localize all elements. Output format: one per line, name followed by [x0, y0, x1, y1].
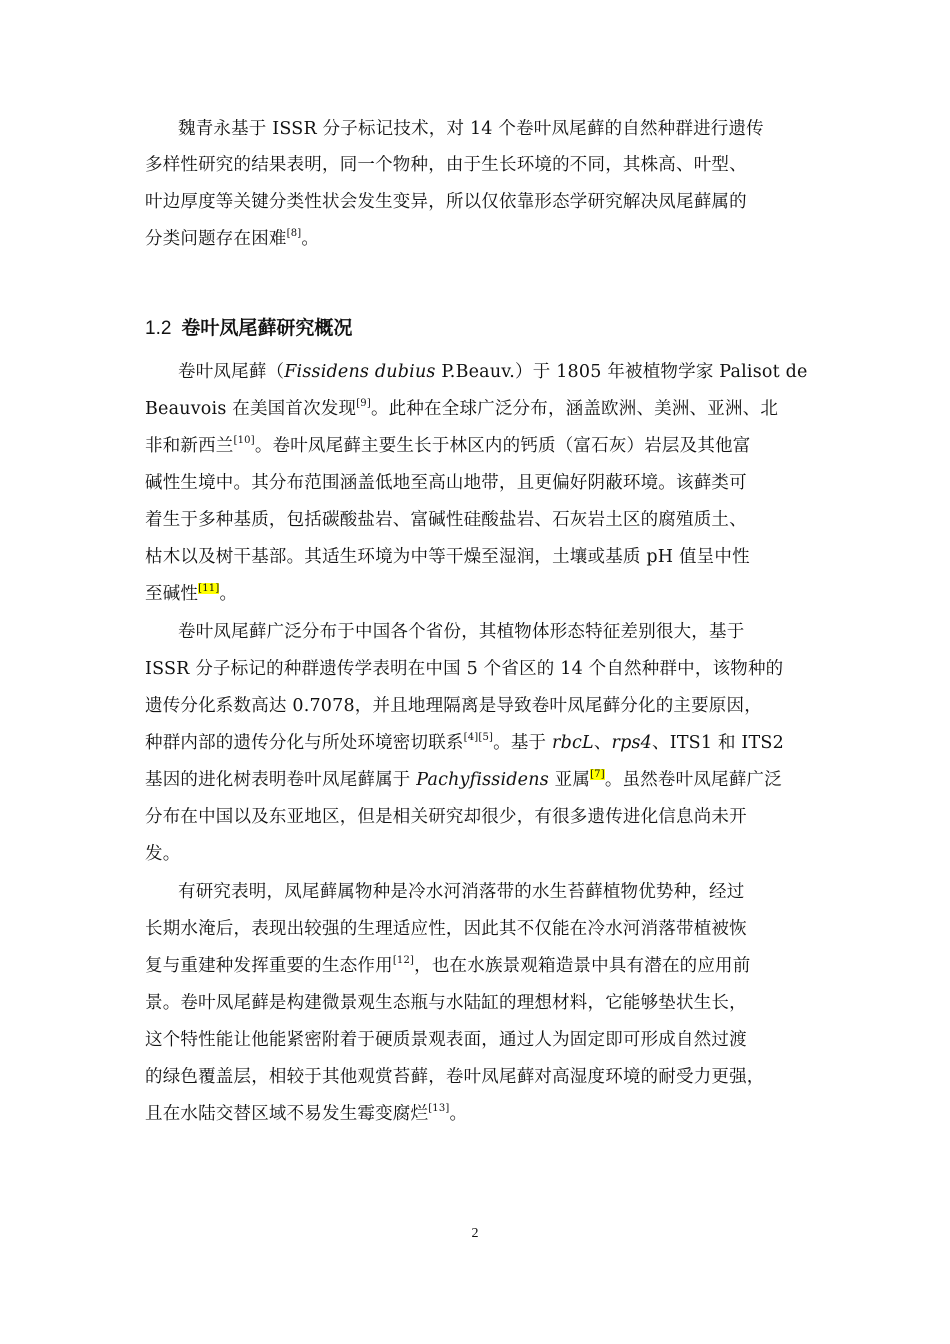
- paragraph-1-line-3: [145, 190, 747, 214]
- genus-name: Pachyfissidens: [416, 770, 549, 790]
- species-name: Fissidens dubius: [284, 362, 436, 382]
- paragraph-3-line-2: [145, 657, 783, 681]
- section-number: 1.2: [145, 318, 172, 339]
- text: 叶边厚度等关键分类性状会发生变异，所以仅依靠形态学研究解决凤尾藓属的: [145, 192, 747, 212]
- text: 种群内部的遗传分化与所处环境密切联系: [145, 733, 464, 753]
- text: 景。卷叶凤尾藓是构建微景观生态瓶与水陆缸的理想材料，它能够垫状生长，: [145, 993, 747, 1013]
- text: 有研究表明，凤尾藓属物种是冷水河消落带的水生苔藓植物优势种，经过: [178, 882, 745, 902]
- text: Beauvois 在美国首次发现: [145, 399, 357, 419]
- paragraph-4-line-7: [145, 1102, 467, 1126]
- text: 至碱性: [145, 584, 199, 604]
- text: 。虽然卷叶凤尾藓广泛: [604, 770, 782, 790]
- text: 、: [593, 733, 612, 753]
- text: 基因的进化树表明卷叶凤尾藓属于: [145, 770, 417, 790]
- paragraph-1-line-2: [145, 153, 747, 177]
- paragraph-3-line-4: [145, 731, 784, 755]
- text: 。: [449, 1104, 468, 1124]
- paragraph-2-line-7: [145, 582, 237, 606]
- text: 。: [219, 584, 238, 604]
- paragraph-3-line-6: [145, 805, 747, 829]
- text: 发。: [145, 844, 181, 864]
- citation-ref[interactable]: [13]: [428, 1103, 450, 1114]
- paragraph-4-line-3: [145, 954, 750, 978]
- text: 。: [301, 229, 320, 249]
- paragraph-2-line-1: [178, 360, 808, 384]
- paragraph-4-line-1: [178, 880, 744, 904]
- paragraph-2-line-6: [145, 545, 750, 569]
- paragraph-1-line-4: [145, 227, 319, 251]
- paragraph-2-line-2: [145, 397, 778, 421]
- paragraph-2-line-5: [145, 508, 747, 532]
- text: 分布在中国以及东亚地区，但是相关研究却很少，有很多遗传进化信息尚未开: [145, 807, 747, 827]
- paragraph-2-line-3: [145, 434, 750, 458]
- paragraph-3-line-1: [178, 620, 744, 644]
- text: 非和新西兰: [145, 436, 234, 456]
- paragraph-2-line-4: [145, 471, 747, 495]
- text: 碱性生境中。其分布范围涵盖低地至高山地带，且更偏好阴蔽环境。该藓类可: [145, 473, 747, 493]
- text: 多样性研究的结果表明，同一个物种，由于生长环境的不同，其株高、叶型、: [145, 155, 747, 175]
- text: 这个特性能让他能紧密附着于硬质景观表面，通过人为固定即可形成自然过渡: [145, 1030, 747, 1050]
- page-number: 2: [471, 1226, 479, 1241]
- paragraph-4-line-4: [145, 991, 747, 1015]
- section-heading: [145, 315, 352, 342]
- text: P.Beauv.）于 1805 年被植物学家 Palisot de: [435, 362, 808, 382]
- text: 。基于: [493, 733, 553, 753]
- highlighted-citation-ref[interactable]: [7]: [590, 769, 605, 780]
- text: 。卷叶凤尾藓主要生长于林区内的钙质（富石灰）岩层及其他富: [254, 436, 751, 456]
- text: 、ITS1 和 ITS2: [652, 733, 784, 753]
- text: ，也在水族景观箱造景中具有潜在的应用前: [414, 956, 751, 976]
- paragraph-4-line-6: [145, 1065, 765, 1089]
- citation-ref[interactable]: [12]: [392, 955, 415, 966]
- text: 。此种在全球广泛分布，涵盖欧洲、美洲、亚洲、北: [370, 399, 779, 419]
- text: 复与重建种发挥重要的生态作用: [145, 956, 393, 976]
- citation-ref[interactable]: [4][5]: [463, 732, 494, 743]
- citation-ref[interactable]: [10]: [233, 435, 255, 446]
- text: 着生于多种基质，包括碳酸盐岩、富碱性硅酸盐岩、石灰岩土区的腐殖质土、: [145, 510, 747, 530]
- paragraph-4-line-5: [145, 1028, 747, 1052]
- text: 卷叶凤尾藓（: [178, 362, 285, 382]
- paragraph-3-line-3: [145, 694, 762, 718]
- text: 魏青永基于 ISSR 分子标记技术，对 14 个卷叶凤尾藓的自然种群进行遗传: [178, 119, 764, 139]
- highlighted-citation-ref[interactable]: [11]: [198, 583, 220, 594]
- gene-name: rbcL: [552, 733, 594, 753]
- text: 枯木以及树干基部。其适生环境为中等干燥至湿润，土壤或基质 pH 值呈中性: [145, 547, 750, 567]
- text: 亚属: [548, 770, 591, 790]
- text: 长期水淹后，表现出较强的生理适应性，因此其不仅能在冷水河消落带植被恢: [145, 919, 747, 939]
- gene-name: rps4: [611, 733, 652, 753]
- text: 遗传分化系数高达 0.7078，并且地理隔离是导致卷叶凤尾藓分化的主要原因，: [145, 696, 762, 716]
- text: ISSR 分子标记的种群遗传学表明在中国 5 个省区的 14 个自然种群中，该物种的: [145, 659, 784, 679]
- paragraph-3-line-5: [145, 768, 782, 792]
- paragraph-3-line-7: [145, 842, 180, 866]
- citation-ref[interactable]: [9]: [356, 398, 371, 409]
- paragraph-4-line-2: [145, 917, 747, 941]
- citation-ref[interactable]: [8]: [286, 228, 302, 239]
- section-title: 卷叶凤尾藓研究概况: [181, 317, 353, 339]
- paragraph-1-line-1: [178, 117, 764, 141]
- text: 分类问题存在困难: [145, 229, 287, 249]
- text: 的绿色覆盖层，相较于其他观赏苔藓，卷叶凤尾藓对高湿度环境的耐受力更强，: [145, 1067, 765, 1087]
- text: 且在水陆交替区域不易发生霉变腐烂: [145, 1104, 429, 1124]
- text: 卷叶凤尾藓广泛分布于中国各个省份，其植物体形态特征差别很大，基于: [178, 622, 745, 642]
